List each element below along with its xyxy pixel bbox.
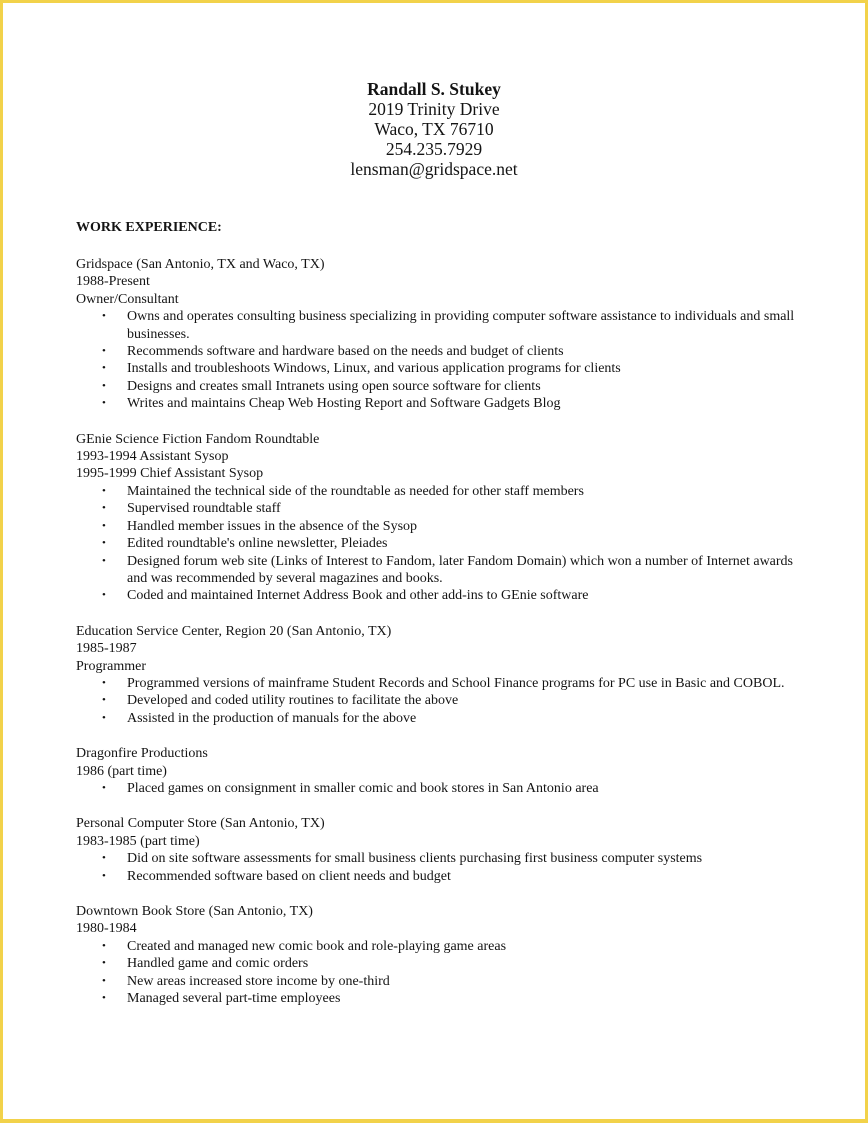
job-bullet-list — [76, 780, 796, 797]
bullet-icon: • — [102, 939, 106, 952]
job-bullet-item — [76, 973, 796, 990]
bullet-icon: • — [102, 869, 106, 882]
job-entry — [76, 745, 796, 797]
bullet-icon: • — [102, 345, 106, 358]
bullet-icon: • — [102, 992, 106, 1005]
job-bullet-list — [76, 938, 796, 1008]
bullet-text: Installs and troubleshoots Windows, Linux, and various application programs for clients — [127, 361, 621, 377]
bullet-icon: • — [102, 519, 106, 532]
job-bullet-item — [76, 955, 796, 972]
job-bullet-item — [76, 343, 796, 360]
bullet-text: Coded and maintained Internet Address Book and other add-ins to GEnie software — [127, 588, 589, 604]
job-employer: Education Service Center, Region 20 (San Antonio, TX) — [76, 623, 392, 639]
bullet-icon: • — [102, 694, 106, 707]
job-employer: Downtown Book Store (San Antonio, TX) — [76, 904, 313, 919]
bullet-icon: • — [102, 502, 106, 515]
bullet-text: Edited roundtable's online newsletter, Pleiades — [127, 536, 388, 552]
job-bullet-item — [76, 535, 796, 552]
bullet-text: Did on site software assessments for small business clients purchasing first business computer systems — [127, 851, 703, 867]
job-bullet-list — [76, 675, 796, 727]
bullet-icon: • — [102, 676, 106, 689]
job-bullet-item — [76, 518, 796, 535]
job-bullet-list — [76, 308, 796, 412]
bullet-text: Designed forum web site (Links of Interest to Fandom, later Fandom Domain) which won a number of Internet awards and was recommended by several magazines and books. — [127, 553, 793, 586]
job-detail-line: 1993-1994 Assistant Sysop — [76, 449, 229, 465]
bullet-text: Maintained the technical side of the roundtable as needed for other staff members — [127, 483, 584, 499]
job-bullet-item — [76, 780, 796, 797]
bullet-icon: • — [102, 781, 106, 794]
work-experience-heading: WORK EXPERIENCE: — [76, 220, 222, 235]
job-bullet-list — [76, 850, 796, 885]
job-bullet-item — [76, 990, 796, 1007]
job-entry — [76, 623, 796, 727]
job-employer: Gridspace (San Antonio, TX and Waco, TX) — [76, 257, 325, 272]
bullet-text: Handled game and comic orders — [127, 956, 309, 972]
job-bullet-item — [76, 360, 796, 377]
bullet-icon: • — [102, 397, 106, 410]
job-detail-line: 1980-1984 — [76, 921, 137, 937]
bullet-icon: • — [102, 957, 106, 970]
work-experience-list — [76, 256, 796, 1025]
bullet-text: Supervised roundtable staff — [127, 501, 281, 517]
street-address: 2019 Trinity Drive — [368, 99, 500, 119]
resume-header — [3, 79, 865, 179]
job-bullet-item — [76, 587, 796, 604]
bullet-icon: • — [102, 310, 106, 323]
job-entry — [76, 431, 796, 605]
bullet-text: Programmed versions of mainframe Student Records and School Finance programs for PC use in Basic and COBOL. — [127, 675, 785, 691]
bullet-text: Owns and operates consulting business specializing in providing computer software assistance to individuals and small businesses. — [127, 309, 795, 342]
job-bullet-item — [76, 850, 796, 867]
job-entry — [76, 815, 796, 885]
job-bullet-item — [76, 868, 796, 885]
job-bullet-item — [76, 483, 796, 500]
job-bullet-item — [76, 395, 796, 412]
job-detail-line: Owner/Consultant — [76, 291, 179, 307]
job-employer: GEnie Science Fiction Fandom Roundtable — [76, 431, 320, 447]
job-detail-line: 1986 (part time) — [76, 763, 167, 779]
job-detail-line: 1985-1987 — [76, 641, 137, 657]
job-bullet-item — [76, 675, 796, 692]
job-employer: Dragonfire Productions — [76, 746, 208, 762]
job-bullet-item — [76, 500, 796, 517]
job-detail-line: Programmer — [76, 658, 146, 674]
bullet-icon: • — [102, 711, 106, 724]
job-detail-line: 1983-1985 (part time) — [76, 833, 200, 849]
job-bullet-item — [76, 553, 796, 588]
job-bullet-item — [76, 710, 796, 727]
job-entry — [76, 256, 796, 413]
job-detail-line: 1995-1999 Chief Assistant Sysop — [76, 466, 264, 482]
email-address: lensman@gridspace.net — [350, 159, 518, 179]
job-bullet-item — [76, 938, 796, 955]
job-entry — [76, 903, 796, 1007]
job-bullet-item — [76, 692, 796, 709]
candidate-name: Randall S. Stukey — [367, 79, 501, 99]
bullet-icon: • — [102, 554, 106, 567]
bullet-text: Writes and maintains Cheap Web Hosting Report and Software Gadgets Blog — [127, 396, 561, 412]
resume-page — [3, 3, 865, 1119]
bullet-text: Developed and coded utility routines to facilitate the above — [127, 693, 459, 709]
bullet-text: Created and managed new comic book and role-playing game areas — [127, 938, 507, 954]
city-state-zip: Waco, TX 76710 — [374, 119, 494, 139]
bullet-text: Managed several part-time employees — [127, 991, 341, 1007]
bullet-icon: • — [102, 484, 106, 497]
bullet-text: Recommends software and hardware based on the needs and budget of clients — [127, 344, 564, 360]
bullet-icon: • — [102, 974, 106, 987]
phone-number: 254.235.7929 — [385, 139, 483, 159]
bullet-icon: • — [102, 362, 106, 375]
bullet-icon: • — [102, 379, 106, 392]
job-detail-line: 1988-Present — [76, 274, 150, 290]
bullet-text: Handled member issues in the absence of the Sysop — [127, 518, 418, 534]
bullet-text: Recommended software based on client needs and budget — [127, 868, 451, 884]
bullet-text: Designs and creates small Intranets using open source software for clients — [127, 378, 541, 394]
job-employer: Personal Computer Store (San Antonio, TX) — [76, 816, 325, 832]
bullet-icon: • — [102, 852, 106, 865]
bullet-icon: • — [102, 589, 106, 602]
bullet-text: New areas increased store income by one-third — [127, 973, 390, 989]
job-bullet-item — [76, 378, 796, 395]
job-bullet-list — [76, 483, 796, 605]
job-bullet-item — [76, 308, 796, 343]
bullet-icon: • — [102, 537, 106, 550]
bullet-text: Assisted in the production of manuals for the above — [127, 710, 417, 726]
bullet-text: Placed games on consignment in smaller comic and book stores in San Antonio area — [127, 780, 599, 796]
